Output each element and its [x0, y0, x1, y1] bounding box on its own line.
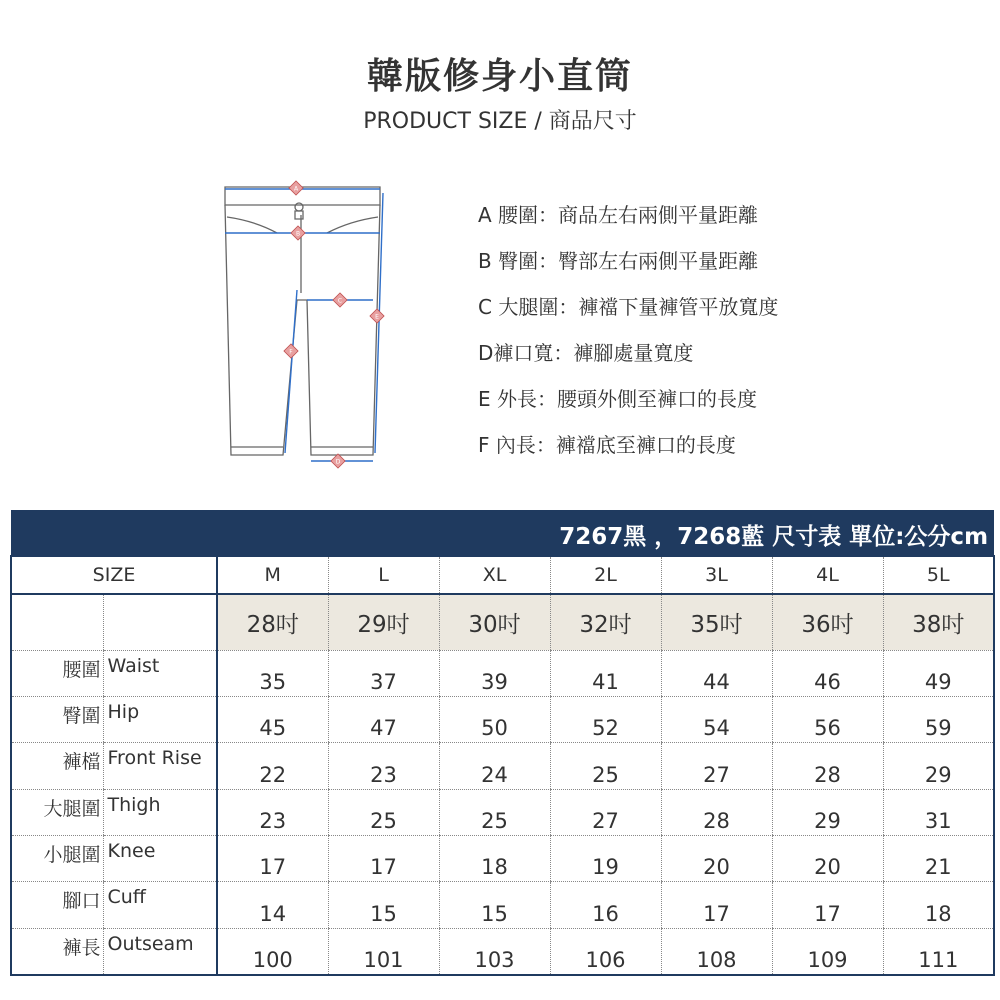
page-subtitle: PRODUCT SIZE / 商品尺寸 — [363, 109, 637, 134]
legend-item-b: B 臀圍：臀部左右兩側平量距離 — [478, 249, 759, 273]
value-cell: 14 — [217, 882, 328, 928]
legend-item-a: A 腰圍：商品左右兩側平量距離 — [478, 203, 759, 227]
row-label-en: Cuff — [103, 882, 217, 928]
inch-cell: 29吋 — [328, 594, 439, 650]
inch-cell: 35吋 — [661, 594, 772, 650]
value-cell: 15 — [439, 882, 550, 928]
value-cell: 25 — [439, 789, 550, 835]
value-cell: 101 — [328, 928, 439, 974]
row-label-zh: 大腿圍 — [11, 789, 103, 835]
table-row — [11, 882, 994, 928]
value-cell: 21 — [883, 836, 994, 882]
size-m: M — [217, 556, 328, 594]
row-label-zh: 臀圍 — [11, 696, 103, 742]
value-cell: 29 — [883, 743, 994, 789]
measurement-legend — [478, 198, 778, 474]
value-cell: 17 — [328, 836, 439, 882]
marker-b: B — [295, 230, 301, 238]
page-title: 韓版修身小直筒 — [366, 56, 633, 97]
table-row — [11, 650, 994, 696]
value-cell: 103 — [439, 928, 550, 974]
value-cell: 29 — [772, 789, 883, 835]
value-cell: 37 — [328, 650, 439, 696]
size-3l: 3L — [661, 556, 772, 594]
marker-c: C — [337, 297, 343, 305]
value-cell: 20 — [772, 836, 883, 882]
row-label-en: Front Rise — [103, 743, 217, 789]
value-cell: 19 — [550, 836, 661, 882]
value-cell: 17 — [661, 882, 772, 928]
value-cell: 45 — [217, 696, 328, 742]
size-l: L — [328, 556, 439, 594]
value-cell: 46 — [772, 650, 883, 696]
inch-cell: 32吋 — [550, 594, 661, 650]
value-cell: 18 — [883, 882, 994, 928]
row-label-zh: 褲檔 — [11, 743, 103, 789]
value-cell: 108 — [661, 928, 772, 974]
value-cell: 106 — [550, 928, 661, 974]
value-cell: 35 — [217, 650, 328, 696]
value-cell: 25 — [550, 743, 661, 789]
value-cell: 54 — [661, 696, 772, 742]
row-label-zh: 腳口 — [11, 882, 103, 928]
size-xl: XL — [439, 556, 550, 594]
value-cell: 23 — [217, 789, 328, 835]
marker-e: E — [375, 313, 379, 321]
row-label-en: Knee — [103, 836, 217, 882]
value-cell: 17 — [772, 882, 883, 928]
size-5l: 5L — [883, 556, 994, 594]
table-row — [11, 743, 994, 789]
value-cell: 100 — [217, 928, 328, 974]
legend-item-f: F 內長：褲襠底至褲口的長度 — [478, 433, 736, 457]
value-cell: 28 — [772, 743, 883, 789]
value-cell: 56 — [772, 696, 883, 742]
value-cell: 17 — [217, 836, 328, 882]
value-cell: 50 — [439, 696, 550, 742]
row-label-zh: 褲長 — [11, 928, 103, 974]
value-cell: 41 — [550, 650, 661, 696]
value-cell: 59 — [883, 696, 994, 742]
size-2l: 2L — [550, 556, 661, 594]
value-cell: 27 — [661, 743, 772, 789]
legend-item-c: C 大腿圍：褲襠下量褲管平放寬度 — [478, 295, 779, 319]
value-cell: 16 — [550, 882, 661, 928]
legend-item-d: D褲口寬：褲腳處量寬度 — [478, 341, 694, 365]
row-label-zh: 小腿圍 — [11, 836, 103, 882]
inch-cell: 30吋 — [439, 594, 550, 650]
value-cell: 23 — [328, 743, 439, 789]
size-label: SIZE — [11, 556, 217, 594]
marker-a: A — [293, 185, 299, 193]
value-cell: 25 — [328, 789, 439, 835]
table-row — [11, 789, 994, 835]
value-cell: 111 — [883, 928, 994, 974]
value-cell: 27 — [550, 789, 661, 835]
inch-cell: 36吋 — [772, 594, 883, 650]
inch-cell: 38吋 — [883, 594, 994, 650]
value-cell: 22 — [217, 743, 328, 789]
table-row — [11, 836, 994, 882]
pants-diagram — [215, 175, 395, 470]
size-4l: 4L — [772, 556, 883, 594]
row-label-en: Hip — [103, 696, 217, 742]
marker-d: D — [335, 458, 341, 466]
value-cell: 52 — [550, 696, 661, 742]
inch-cell: 28吋 — [217, 594, 328, 650]
row-label-zh: 腰圍 — [11, 650, 103, 696]
table-row — [11, 928, 994, 974]
value-cell: 18 — [439, 836, 550, 882]
table-row — [11, 696, 994, 742]
size-table — [10, 510, 995, 976]
table-header: 7267黑 ，7268藍 尺寸表 單位:公分cm — [11, 510, 994, 556]
value-cell: 31 — [883, 789, 994, 835]
value-cell: 49 — [883, 650, 994, 696]
value-cell: 47 — [328, 696, 439, 742]
legend-item-e: E 外長：腰頭外側至褲口的長度 — [478, 387, 757, 411]
value-cell: 39 — [439, 650, 550, 696]
blank-cell — [103, 594, 217, 650]
value-cell: 44 — [661, 650, 772, 696]
value-cell: 24 — [439, 743, 550, 789]
row-label-en: Thigh — [103, 789, 217, 835]
value-cell: 20 — [661, 836, 772, 882]
marker-f: F — [289, 348, 293, 356]
blank-cell — [11, 594, 103, 650]
row-label-en: Outseam — [103, 928, 217, 974]
value-cell: 15 — [328, 882, 439, 928]
value-cell: 28 — [661, 789, 772, 835]
row-label-en: Waist — [103, 650, 217, 696]
value-cell: 109 — [772, 928, 883, 974]
